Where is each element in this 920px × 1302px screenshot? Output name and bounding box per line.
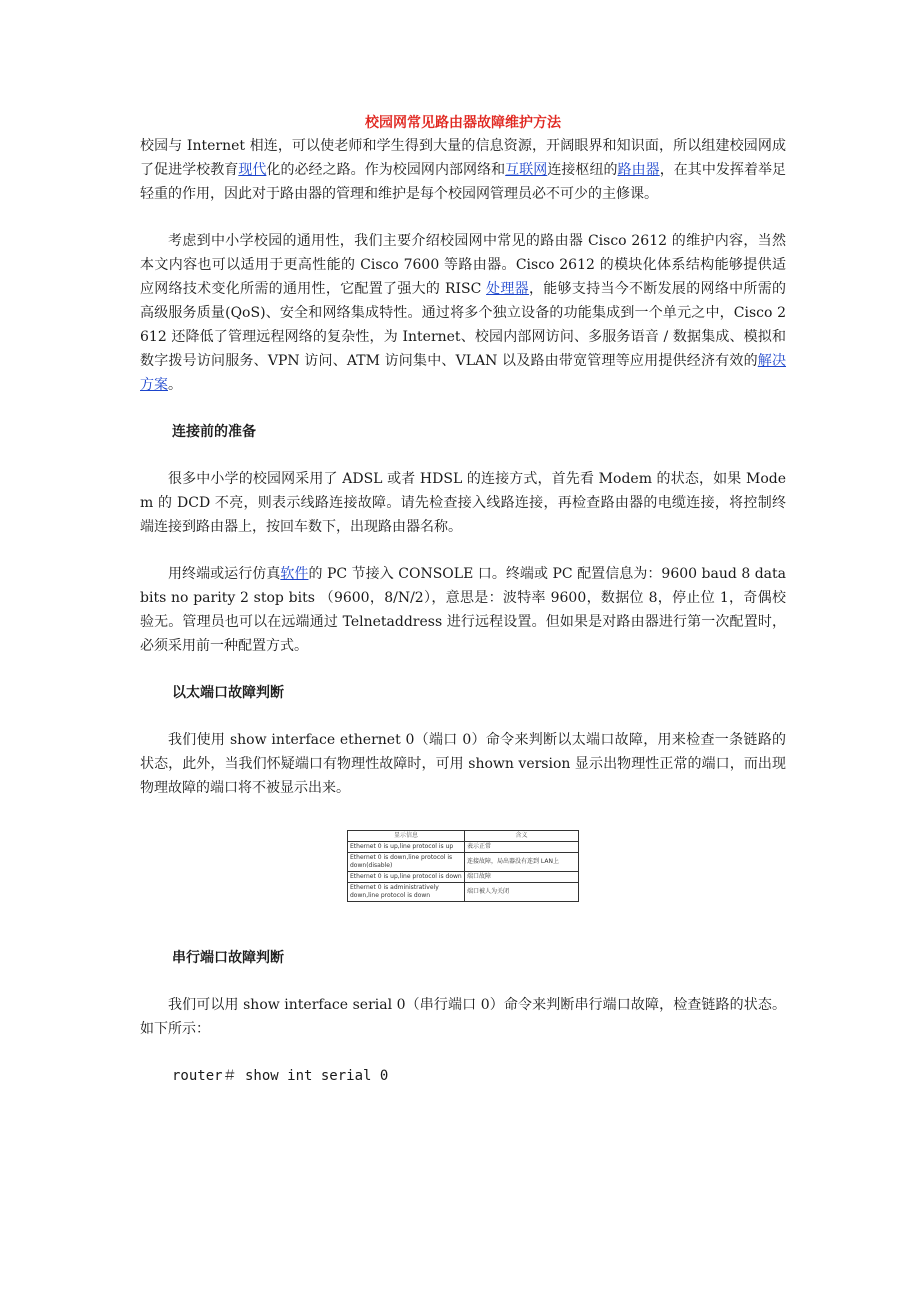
serial-paragraph-1: 我们可以用 show interface serial 0（串行端口 0）命令来判断串行端口故障，检查链路的状态。如下所示： xyxy=(140,997,786,1037)
text-run: ，在其中发挥着举足轻重的作用，因此对于路由器的管理和维护是每个校园网管理员必不可少的主修课。 xyxy=(140,162,787,202)
table-header-cell: 含义 xyxy=(465,831,579,842)
text-run: ，能够支持当今不断发展的网络中所需的高级服务质量(QoS)、安全和网络集成特性。通过将多个独立设备的功能集成到一个单元之中，Cisco 2612 还降低了管理远程网络的复杂性，为 Internet、校园内部网访问、多服务语音 / 数据集成、模拟和数字拨号访问服务、VPN 访问、ATM 访问集中、VLAN 以及路由带宽管理等应用提供经济有效的 xyxy=(140,281,786,369)
spacer xyxy=(140,902,786,946)
table-cell: 连接故障，局出器没有连到 LAN上 xyxy=(465,853,579,872)
section-heading-ethernet: 以太端口故障判断 xyxy=(172,685,284,701)
link-internet[interactable]: 互联网 xyxy=(505,162,548,178)
table-row xyxy=(348,842,579,853)
table-header-row xyxy=(348,831,579,842)
link-router[interactable]: 路由器 xyxy=(617,162,660,178)
table-cell: Ethernet 0 is up,line protocol is down xyxy=(348,872,465,883)
ethernet-status-table xyxy=(347,830,579,902)
intro-paragraph-2 xyxy=(140,229,786,397)
table-header-cell: 显示信息 xyxy=(348,831,465,842)
section-heading-preparation: 连接前的准备 xyxy=(172,424,256,440)
spacer xyxy=(140,658,786,681)
text-run: 化的必经之路。作为校园网内部网络和 xyxy=(266,162,506,178)
spacer xyxy=(140,206,786,229)
table-cell: 表示正常 xyxy=(465,842,579,853)
text-run: 连接枢纽的 xyxy=(547,162,618,178)
preparation-paragraph-2 xyxy=(140,562,786,658)
text-run: 用终端或运行仿真 xyxy=(168,566,281,582)
link-processor[interactable]: 处理器 xyxy=(486,281,529,297)
text-run: 。 xyxy=(168,377,182,393)
table-cell: Ethernet 0 is administratively down,line protocol is down xyxy=(348,883,465,902)
link-software[interactable]: 软件 xyxy=(280,566,309,582)
table-row xyxy=(348,883,579,902)
spacer xyxy=(140,397,786,420)
figure-container xyxy=(140,830,786,902)
spacer xyxy=(140,444,786,467)
link-modern[interactable]: 现代 xyxy=(238,162,267,178)
section-heading-serial: 串行端口故障判断 xyxy=(172,950,284,966)
table-cell: 端口被人为关闭 xyxy=(465,883,579,902)
table-row xyxy=(348,872,579,883)
document-title: 校园网常见路由器故障维护方法 xyxy=(365,115,561,131)
table-cell: Ethernet 0 is up,line protocol is up xyxy=(348,842,465,853)
spacer xyxy=(140,539,786,562)
text-run: 校园与 Internet 相连，可以使老师和学生得到大量的信息资源，开阔眼界和知识面，所以组建校园网成了促进学校教育 xyxy=(140,138,786,178)
spacer xyxy=(140,705,786,728)
code-line: router＃ show int serial 0 xyxy=(172,1068,389,1084)
link-solution[interactable]: 解决方案 xyxy=(140,353,787,393)
preparation-paragraph-1: 很多中小学的校园网采用了 ADSL 或者 HDSL 的连接方式，首先看 Modem 的状态，如果 Modem 的 DCD 不亮，则表示线路连接故障。请先检查接入线路连接，再检查路由器的电缆连接，将控制终端连接到路由器上，按回车数下，出现路由器名称。 xyxy=(140,471,786,535)
ethernet-paragraph-1: 我们使用 show interface ethernet 0（端口 0）命令来判断以太端口故障，用来检查一条链路的状态，此外，当我们怀疑端口有物理性故障时，可用 shown version 显示出物理性正常的端口，而出现物理故障的端口将不被显示出来。 xyxy=(140,732,786,796)
table-cell: 端口故障 xyxy=(465,872,579,883)
spacer xyxy=(140,1041,786,1064)
text-run: 考虑到中小学校园的通用性，我们主要介绍校园网中常见的路由器 Cisco 2612 的维护内容，当然本文内容也可以适用于更高性能的 Cisco 7600 等路由器。Cisco 2612 的模块化体系结构能够提供适应网络技术变化所需的通用性，它配置了强大的 RISC xyxy=(140,233,786,297)
spacer xyxy=(140,970,786,993)
intro-paragraph-1 xyxy=(140,134,786,206)
text-run: 的 PC 节接入 CONSOLE 口。终端或 PC 配置信息为：9600 baud 8 data bits no parity 2 stop bits （9600，8/N/2），意思是：波特率 9600，数据位 8，停止位 1，奇偶校验无。管理员也可以在远端通过 Telnetaddress 进行远程设置。但如果是对路由器进行第一次配置时，必须采用前一种配置方式。 xyxy=(140,566,787,654)
document-page xyxy=(140,112,786,1088)
table-cell: Ethernet 0 is down,line protocol is down(disable) xyxy=(348,853,465,872)
table-row xyxy=(348,853,579,872)
